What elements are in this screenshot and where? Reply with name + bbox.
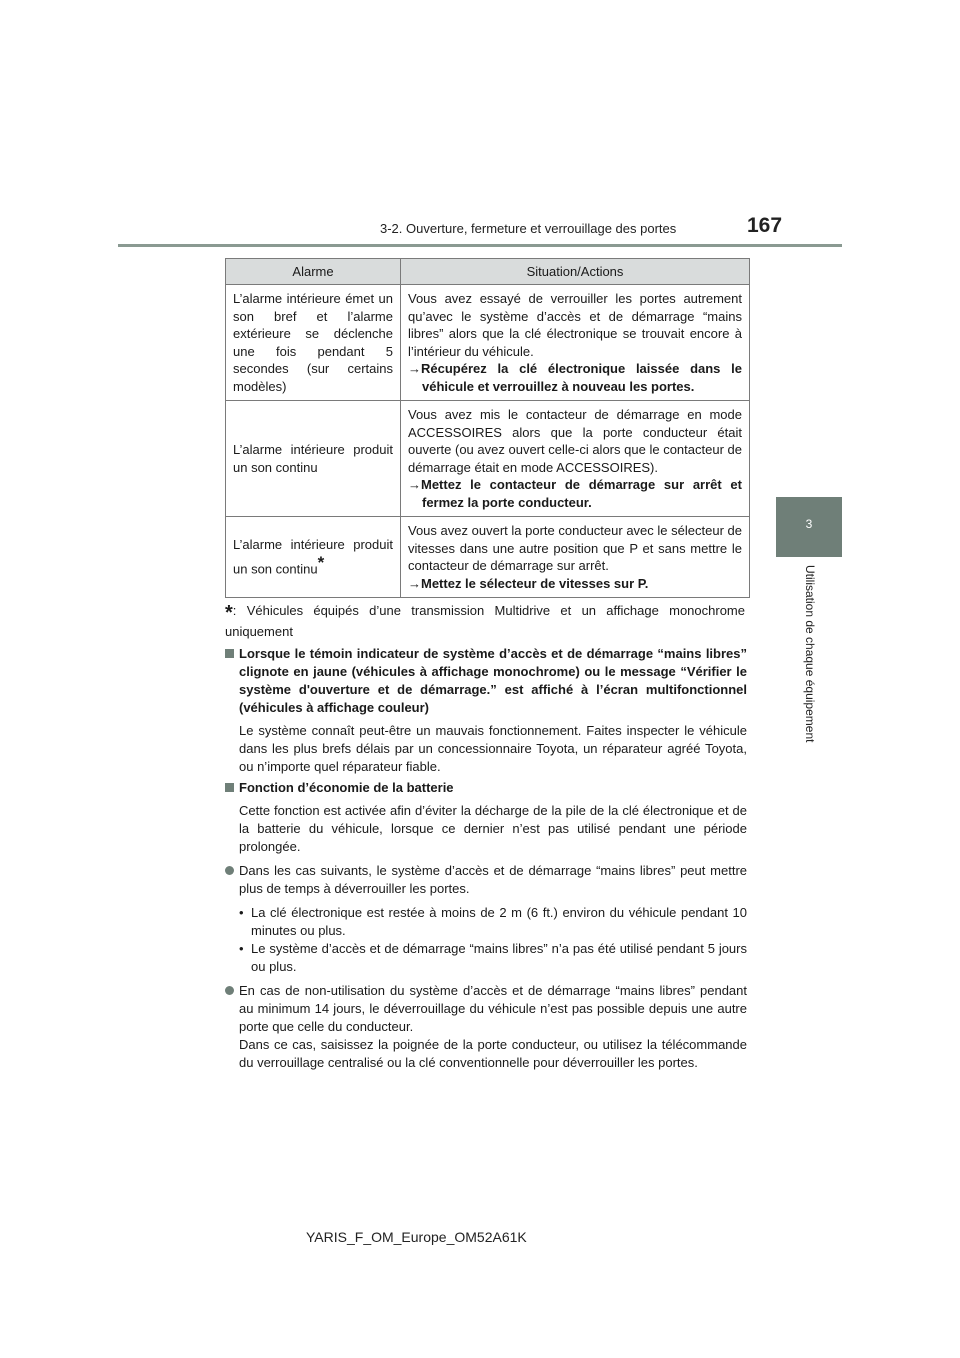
situation-text: Vous avez mis le contacteur de démarrage en mode ACCESSOIRES alors que la porte conducteur était ouverte (ou avez ouvert celle-ci alors que le contacteur de démarrage était en mode ACCESSOIRES).: [408, 407, 742, 475]
square-bullet-icon: [225, 649, 234, 658]
header-divider: [118, 244, 842, 247]
chapter-number: 3: [805, 517, 813, 531]
action-label: Mettez le sélecteur de vitesses sur P.: [421, 575, 649, 591]
arrow-icon: →: [408, 477, 421, 492]
warning-heading-text: Lorsque le témoin indicateur de système d’accès et de démarrage “mains libres” clignote en jaune (véhicules à affichage monochrome) ou le message “Vérifier le système d'ouverture et de démarrage.” est affiché à l’écran multifonctionnel (véhicules à affichage couleur): [239, 646, 747, 715]
list-item-text: Dans les cas suivants, le système d’accès et de démarrage “mains libres” peut mettre plus de temps à déverrouiller les portes.: [239, 863, 747, 896]
sub-list-item-text: Le système d’accès et de démarrage “mains libres” n’a pas été utilisé pendant 5 jours ou plus.: [251, 941, 747, 974]
action-label: Mettez le contacteur de démarrage sur arrêt et fermez la porte conducteur.: [421, 477, 742, 510]
table-row: [226, 401, 750, 517]
alarm-table: [225, 258, 750, 598]
square-bullet-icon: [225, 783, 234, 792]
action-label: Récupérez la clé électronique laissée dans le véhicule et verrouillez à nouveau les portes.: [421, 361, 742, 394]
arrow-icon: →: [408, 361, 421, 376]
footnote: [225, 602, 745, 640]
battery-heading-text: Fonction d’économie de la batterie: [239, 780, 454, 795]
circle-bullet-icon: [225, 866, 234, 875]
situation-text: Vous avez essayé de verrouiller les portes autrement qu’avec le système d’accès et de démarrage “mains libres” alors que la clé électronique se trouvait encore à l’intérieur du véhicule.: [408, 291, 742, 359]
circle-bullet-icon: [225, 986, 234, 995]
column-header-alarm: Alarme: [226, 259, 401, 285]
table-row: [226, 285, 750, 401]
situation-cell: [401, 285, 750, 401]
list-item-extra: Dans ce cas, saisissez la poignée de la porte conducteur, ou utilisez la télécommande du verrouillage centralisé ou la clé conventionnelle pour déverrouiller les portes.: [239, 1037, 747, 1070]
sub-list-item: [225, 940, 747, 976]
warning-heading: [225, 645, 747, 717]
page-number: 167: [747, 214, 783, 237]
alarm-cell: [226, 517, 401, 598]
list-item: [225, 982, 747, 1072]
footnote-star: *: [225, 602, 233, 624]
battery-section: [225, 779, 747, 1072]
footer-code: YARIS_F_OM_Europe_OM52A61K: [306, 1229, 527, 1245]
footnote-text: : Véhicules équipés d’une transmission Multidrive et un affichage monochrome uniquement: [225, 603, 745, 639]
chapter-label: Utilisation de chaque équipement: [803, 565, 817, 743]
situation-cell: [401, 517, 750, 598]
list-item-text: En cas de non-utilisation du système d’accès et de démarrage “mains libres” pendant au minimum 14 jours, le déverrouillage du véhicule n’est pas possible depuis une autre porte que celle du conducteur.: [239, 983, 747, 1034]
battery-body: Cette fonction est activée afin d’éviter la décharge de la pile de la clé électronique et de la batterie du véhicule, lorsque ce dernier n’est pas utilisé pendant une période prolongée.: [239, 803, 747, 854]
footnote-marker: *: [317, 552, 325, 572]
table-header-row: [226, 259, 750, 285]
section-title: 3-2. Ouverture, fermeture et verrouillage des portes: [380, 221, 677, 236]
situation-cell: [401, 401, 750, 517]
column-header-situation: Situation/Actions: [401, 259, 750, 285]
battery-heading: [225, 779, 747, 797]
alarm-text: L’alarme intérieure produit un son continu: [233, 537, 393, 577]
arrow-icon: →: [408, 575, 421, 591]
warning-body: Le système connaît peut-être un mauvais fonctionnement. Faites inspecter le véhicule dans les plus brefs délais par un concessionnaire Toyota, un réparateur agréé Toyota, ou n’importe quel réparateur fiable.: [239, 723, 747, 774]
sub-bullet-icon: •: [239, 905, 244, 920]
action-text: [408, 575, 742, 593]
sub-list-item: [225, 904, 747, 940]
chapter-tab: [776, 497, 842, 557]
table-row: [226, 517, 750, 598]
alarm-cell: L’alarme intérieure produit un son continu: [226, 401, 401, 517]
action-text: [408, 360, 742, 395]
situation-text: Vous avez ouvert la porte conducteur avec le sélecteur de vitesses dans une autre position que P et sans mettre le contacteur de démarrage sur arrêt.: [408, 523, 742, 573]
sub-list-item-text: La clé électronique est restée à moins de 2 m (6 ft.) environ du véhicule pendant 10 minutes ou plus.: [251, 905, 747, 938]
warning-section: [225, 645, 747, 776]
alarm-cell: L’alarme intérieure émet un son bref et l’alarme extérieure se déclenche une fois pendant 5 secondes (sur certains modèles): [226, 285, 401, 401]
sub-bullet-icon: •: [239, 941, 244, 956]
list-item: [225, 862, 747, 898]
action-text: [408, 476, 742, 511]
